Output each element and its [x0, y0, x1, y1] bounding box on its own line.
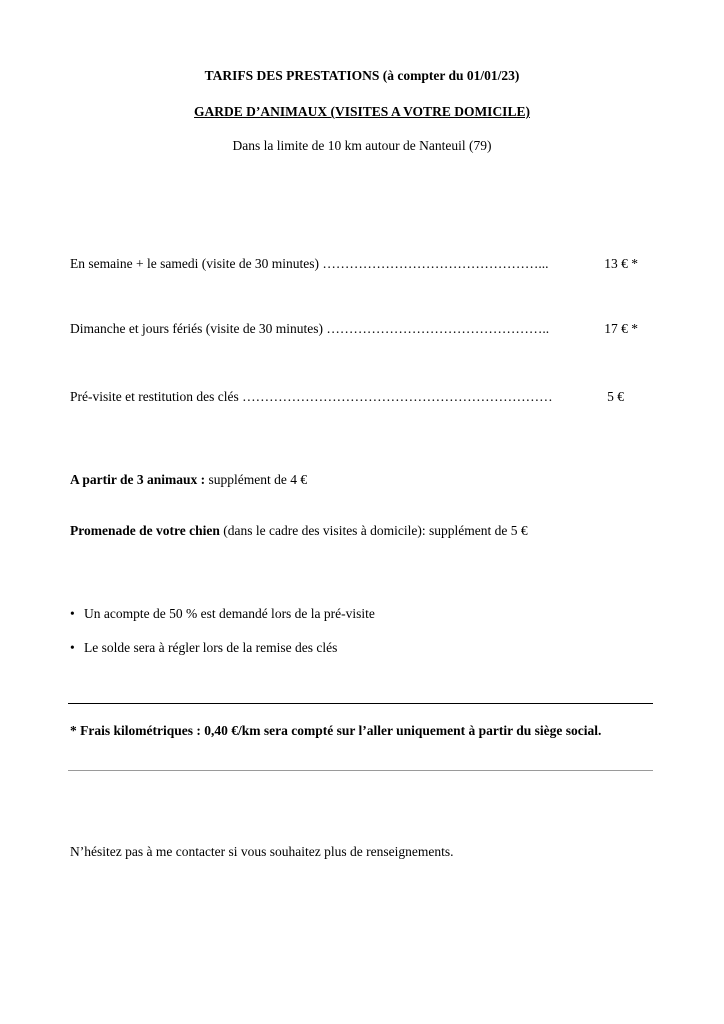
supplement-dog-walk-text: (dans le cadre des visites à domicile): supplément de 5 €: [219, 523, 528, 538]
bullet-icon: •: [70, 606, 75, 621]
price-row-previsit: [70, 389, 638, 409]
document-title: TARIFS DES PRESTATIONS (à compter du 01/01/23): [204, 68, 520, 83]
price-row-weekday: [70, 256, 638, 276]
price-label: Dimanche et jours fériés (visite de 30 minutes) …………………………………………..: [70, 321, 550, 336]
service-zone: Dans la limite de 10 km autour de Nanteuil (79): [232, 138, 492, 153]
divider: [68, 703, 653, 704]
price-label: En semaine + le samedi (visite de 30 minutes) …………………………………………...: [70, 256, 549, 271]
divider: [68, 770, 653, 771]
supplement-animals-text: supplément de 4 €: [205, 472, 308, 487]
contact-text: N’hésitez pas à me contacter si vous souhaitez plus de renseignements.: [70, 844, 454, 859]
price-label: Pré-visite et restitution des clés ……………………………………………………………: [70, 389, 553, 404]
supplement-animals: [70, 472, 307, 488]
supplement-dog-walk-label: Promenade de votre chien: [70, 523, 220, 538]
price-value: 17 € *: [604, 321, 638, 336]
bullet-icon: •: [70, 640, 75, 655]
service-title: GARDE D’ANIMAUX (VISITES A VOTRE DOMICILE): [194, 104, 530, 119]
condition-text: Un acompte de 50 % est demandé lors de la pré-visite: [84, 606, 375, 621]
mileage-note: * Frais kilométriques : 0,40 €/km sera compté sur l’aller uniquement à partir du siège social.: [70, 723, 602, 738]
price-value: 5 €: [607, 389, 624, 404]
list-item: [70, 640, 337, 656]
price-value: 13 € *: [604, 256, 638, 271]
price-row-sunday-holiday: [70, 321, 638, 341]
supplement-animals-label: A partir de 3 animaux :: [70, 472, 206, 487]
condition-text: Le solde sera à régler lors de la remise des clés: [84, 640, 338, 655]
supplement-dog-walk: [70, 523, 528, 539]
list-item: [70, 606, 375, 622]
